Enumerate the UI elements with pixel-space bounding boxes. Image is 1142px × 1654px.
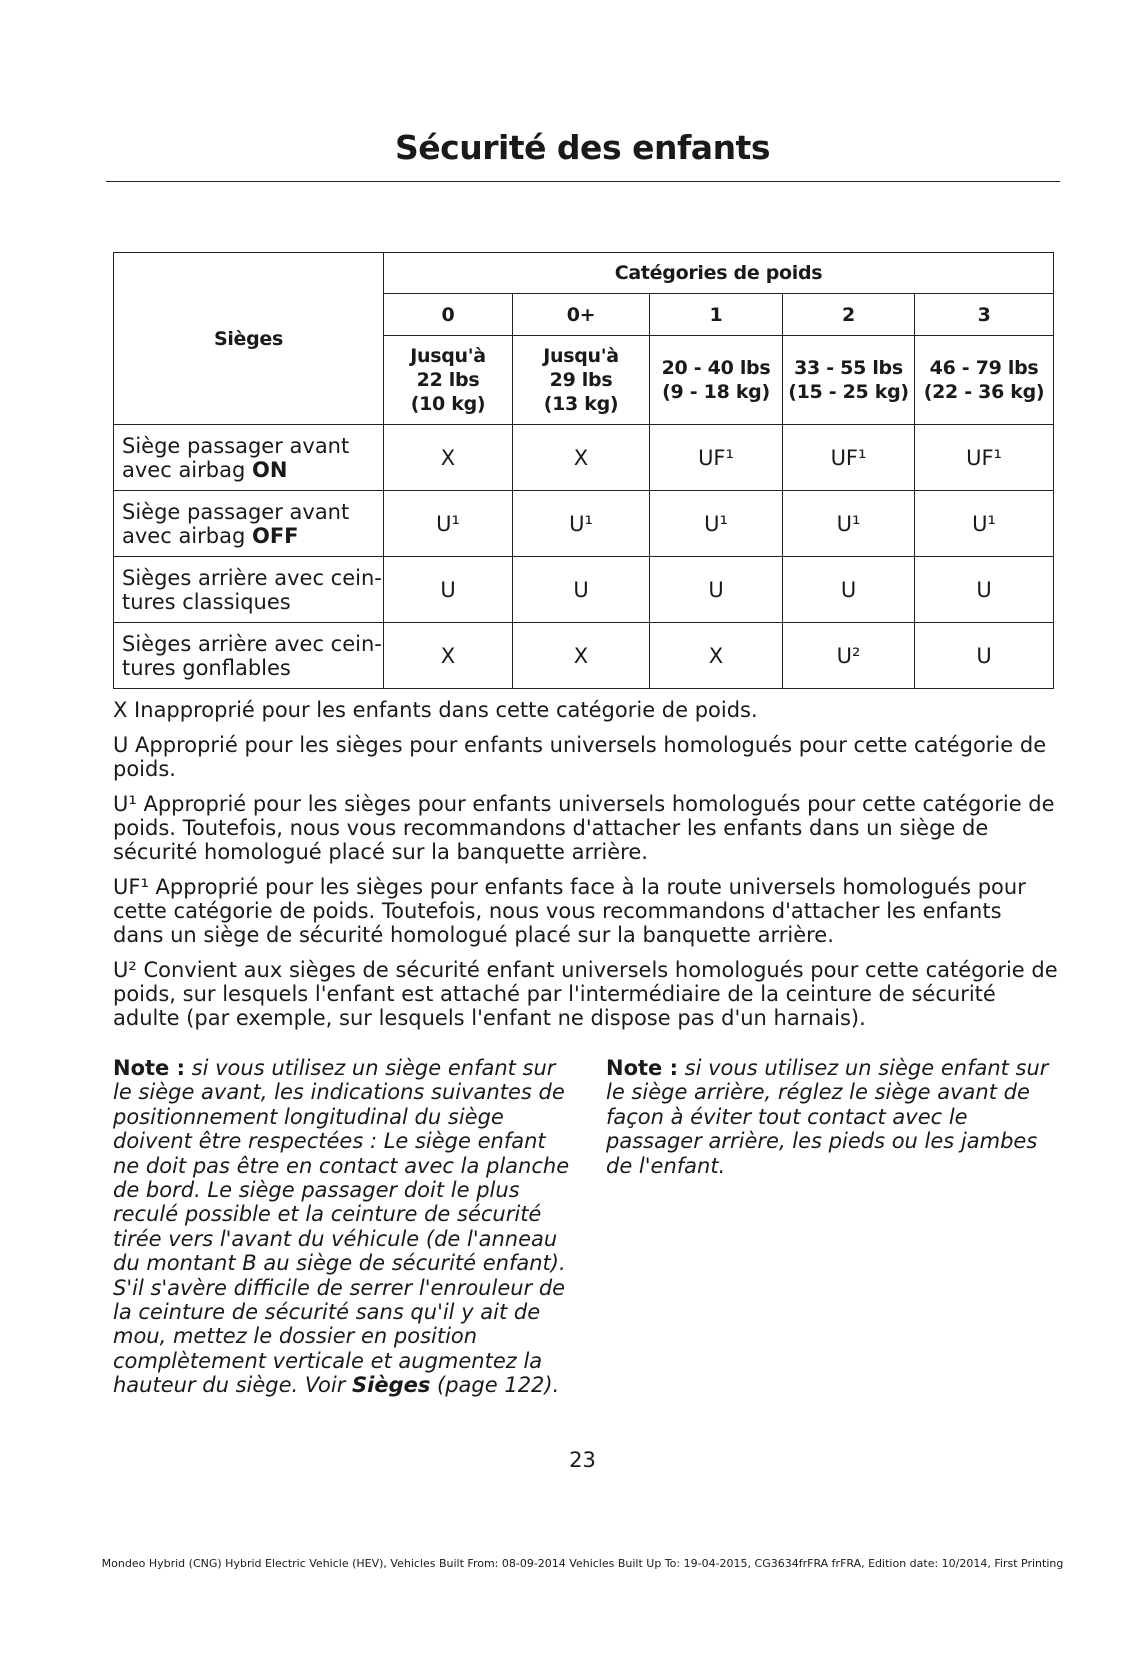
airbag-state: ON xyxy=(251,457,288,482)
weight-line: Jusqu'à xyxy=(410,345,486,367)
weight-line: 20 - 40 lbs xyxy=(661,357,771,379)
note-page-ref: (page 122). xyxy=(430,1373,560,1398)
weight-range-header xyxy=(513,336,650,425)
suitability-cell: U xyxy=(783,557,915,623)
legend-item: U¹ Approprié pour les sièges pour enfants universels homologués pour cette catégorie de poids. Toutefois, nous vous recommandons d'attacher les enfants dans un siège de sécurité homologué placé sur la banquette arrière. xyxy=(113,792,1055,864)
table-row xyxy=(114,491,1054,557)
table-row xyxy=(114,425,1054,491)
table-row xyxy=(114,623,1054,689)
seat-label xyxy=(114,491,384,557)
suitability-cell: U² xyxy=(783,623,915,689)
legend xyxy=(113,698,1058,1041)
category-header: 0 xyxy=(384,294,513,336)
seat-text: Sièges arrière avec cein-tures classiques xyxy=(122,565,382,614)
weight-range-header xyxy=(783,336,915,425)
suitability-cell: UF¹ xyxy=(650,425,783,491)
seat-label xyxy=(114,425,384,491)
weight-line: (9 - 18 kg) xyxy=(662,381,770,403)
note-rear-seat xyxy=(606,1056,1061,1178)
suitability-cell: UF¹ xyxy=(783,425,915,491)
suitability-cell: UF¹ xyxy=(915,425,1054,491)
seat-text: Siège passager avant avec airbag xyxy=(122,433,350,482)
seat-text: Siège passager avant avec airbag xyxy=(122,499,350,548)
weight-line: 29 lbs xyxy=(549,369,613,391)
suitability-cell: U¹ xyxy=(384,491,513,557)
suitability-cell: U¹ xyxy=(513,491,650,557)
seat-label xyxy=(114,557,384,623)
legend-item: U Approprié pour les sièges pour enfants universels homologués pour cette catégorie de poids. xyxy=(113,733,1047,781)
suitability-cell: X xyxy=(384,425,513,491)
weight-line: (15 - 25 kg) xyxy=(788,381,909,403)
title-divider xyxy=(106,181,1060,182)
page-number: 23 xyxy=(569,1448,596,1472)
footer: Mondeo Hybrid (CNG) Hybrid Electric Vehicle (HEV), Vehicles Built From: 08-09-2014 Vehicles Built Up To: 19-04-2015, CG3634frFRA frFRA, Edition date: 10/2014, First Printing xyxy=(101,1557,1064,1570)
note-label: Note : xyxy=(606,1056,678,1080)
legend-item: U² Convient aux sièges de sécurité enfant universels homologués pour cette catégorie de poids, sur lesquels l'enfant est attaché par l'intermédiaire de la ceinture de sécurité adulte (par exemple, sur lesquels l'enfant ne dispose pas d'un harnais). xyxy=(113,958,1058,1030)
weight-range-header xyxy=(915,336,1054,425)
weight-range-header xyxy=(650,336,783,425)
category-header: 3 xyxy=(915,294,1054,336)
weight-line: (10 kg) xyxy=(410,393,486,415)
weight-line: 33 - 55 lbs xyxy=(794,357,903,379)
legend-item: X Inapproprié pour les enfants dans cette catégorie de poids. xyxy=(113,698,758,722)
legend-item: UF¹ Approprié pour les sièges pour enfants face à la route universels homologués pour cette catégorie de poids. Toutefois, nous vous recommandons d'attacher les enfants dans un siège de sécurité homologué placé sur la banquette arrière. xyxy=(113,875,1026,947)
weight-line: 46 - 79 lbs xyxy=(929,357,1039,379)
note-text: si vous utilisez un siège enfant sur le siège arrière, réglez le siège avant de façon à éviter tout contact avec le passager arrière, les pieds ou les jambes de l'enfant. xyxy=(606,1056,1049,1178)
child-seat-table xyxy=(113,252,1054,689)
seat-text: Sièges arrière avec cein-tures gonflables xyxy=(122,631,382,680)
weight-range-header xyxy=(384,336,513,425)
weight-line: (22 - 36 kg) xyxy=(923,381,1045,403)
suitability-cell: U xyxy=(513,557,650,623)
weight-line: Jusqu'à xyxy=(543,345,619,367)
seat-label xyxy=(114,623,384,689)
category-header: 2 xyxy=(783,294,915,336)
table-row xyxy=(114,557,1054,623)
category-header: 1 xyxy=(650,294,783,336)
suitability-cell: U xyxy=(915,557,1054,623)
weight-categories-header: Catégories de poids xyxy=(384,253,1054,294)
note-label: Note : xyxy=(113,1056,185,1080)
suitability-cell: U xyxy=(384,557,513,623)
suitability-cell: X xyxy=(513,425,650,491)
seats-header: Sièges xyxy=(114,253,384,425)
seats-link[interactable]: Sièges xyxy=(352,1373,431,1398)
note-text: si vous utilisez un siège enfant sur le siège avant, les indications suivantes de positionnement longitudinal du siège doivent être respectées : Le siège enfant ne doit pas être en contact avec la planche de bord. Le siège passager doit le plus reculé possible et la ceinture de sécurité tirée vers l'avant du véhicule (de l'anneau du montant B au siège de sécurité enfant). S'il s'avère difficile de serrer l'enrouleur de la ceinture de sécurité sans qu'il y ait de mou, mettez le dossier en position complètement verticale et augmentez la hauteur du siège. Voir xyxy=(113,1056,570,1398)
suitability-cell: U xyxy=(650,557,783,623)
suitability-cell: U¹ xyxy=(783,491,915,557)
suitability-cell: U¹ xyxy=(650,491,783,557)
note-front-seat xyxy=(113,1056,573,1398)
page-title: Sécurité des enfants xyxy=(395,128,770,167)
weight-line: 22 lbs xyxy=(416,369,480,391)
suitability-cell: X xyxy=(384,623,513,689)
category-header: 0+ xyxy=(513,294,650,336)
suitability-cell: X xyxy=(650,623,783,689)
weight-line: (13 kg) xyxy=(543,393,619,415)
airbag-state: OFF xyxy=(251,523,299,548)
suitability-cell: U¹ xyxy=(915,491,1054,557)
suitability-cell: U xyxy=(915,623,1054,689)
suitability-cell: X xyxy=(513,623,650,689)
